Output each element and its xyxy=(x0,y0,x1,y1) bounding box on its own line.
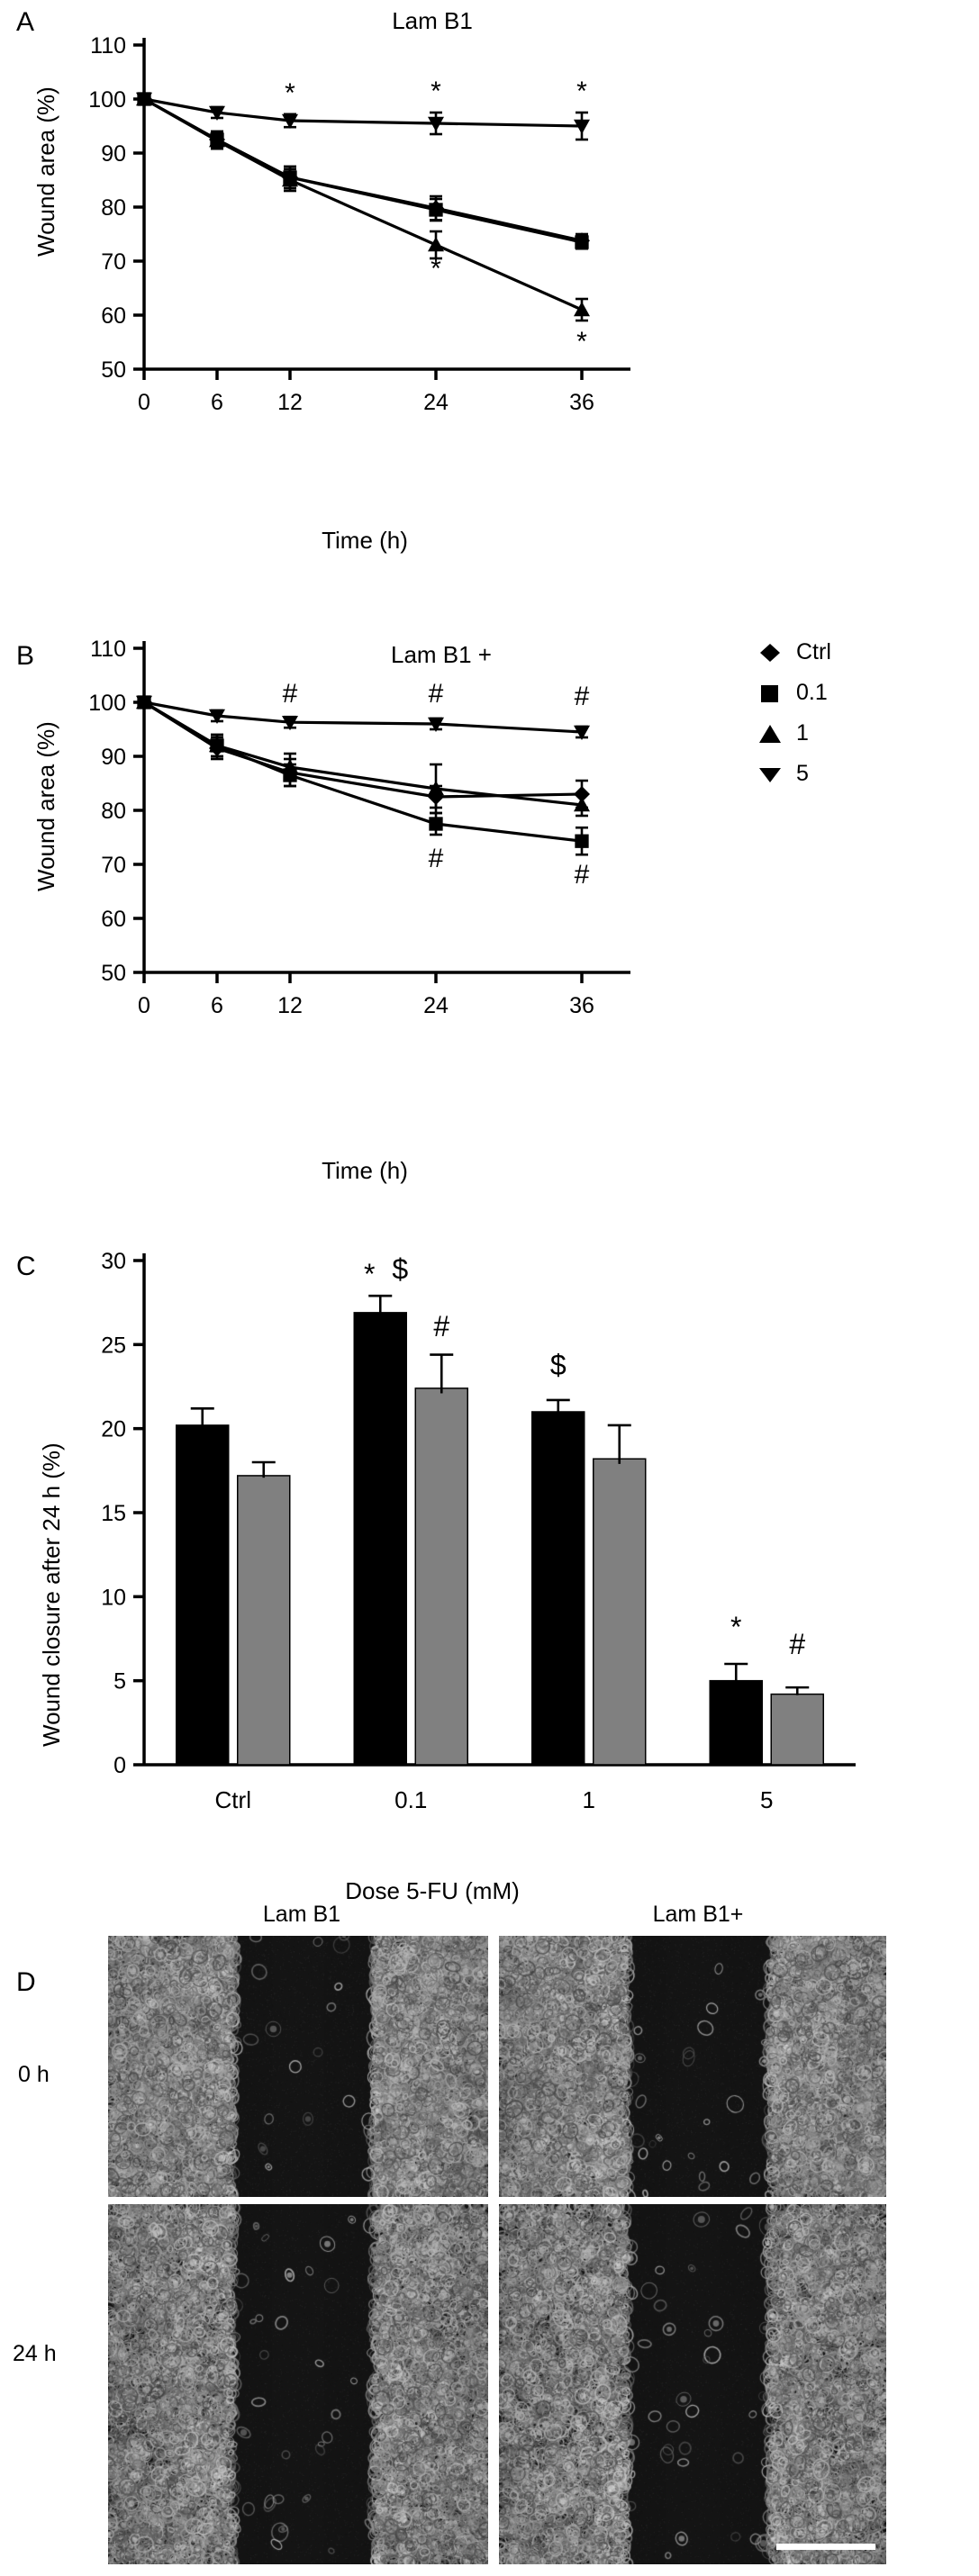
svg-text:100: 100 xyxy=(88,87,126,113)
svg-text:100: 100 xyxy=(88,691,126,716)
svg-text:#: # xyxy=(789,1627,806,1660)
svg-text:20: 20 xyxy=(101,1416,126,1442)
triangle-up-icon xyxy=(757,722,784,746)
panel-d-col-title-1: Lam B1 xyxy=(262,1902,341,1927)
svg-text:30: 30 xyxy=(101,1249,126,1274)
legend-label: 5 xyxy=(796,761,809,786)
panel-a-ylabel: Wound area (%) xyxy=(32,86,59,257)
legend-item-1 xyxy=(757,720,831,746)
panel-d-row-label-2: 24 h xyxy=(13,2341,57,2366)
svg-text:0: 0 xyxy=(138,993,150,1018)
panel-a-plot xyxy=(0,9,979,531)
panel-c-xlabel: Dose 5-FU (mM) xyxy=(345,1877,520,1904)
svg-text:60: 60 xyxy=(101,907,126,932)
svg-text:15: 15 xyxy=(101,1501,126,1526)
svg-text:90: 90 xyxy=(101,745,126,770)
svg-text:#: # xyxy=(282,679,298,709)
svg-text:*: * xyxy=(431,254,441,284)
panel-a-title: Lam B1 xyxy=(392,7,473,34)
square-icon xyxy=(757,682,784,705)
panel-c-plot xyxy=(0,1225,979,1909)
micrograph-lamb1plus-0h xyxy=(499,1936,886,2197)
legend-item-01 xyxy=(757,680,831,706)
svg-text:*: * xyxy=(576,77,587,107)
panel-b-title: Lam B1 + xyxy=(390,641,492,668)
panel-c-letter: C xyxy=(16,1252,36,1281)
panel-a-xlabel: Time (h) xyxy=(322,527,408,554)
svg-text:36: 36 xyxy=(569,993,594,1018)
svg-text:1: 1 xyxy=(582,1786,595,1813)
panel-b xyxy=(0,594,979,1184)
micrograph-lamb1-0h xyxy=(108,1936,488,2197)
svg-text:80: 80 xyxy=(101,195,126,221)
panel-b-xlabel: Time (h) xyxy=(322,1157,408,1184)
svg-text:*: * xyxy=(431,77,441,107)
svg-text:Ctrl: Ctrl xyxy=(214,1786,251,1813)
svg-text:10: 10 xyxy=(101,1585,126,1611)
panel-b-letter: B xyxy=(16,641,35,671)
svg-text:*: * xyxy=(730,1611,742,1644)
triangle-down-icon xyxy=(757,763,784,786)
svg-text:0.1: 0.1 xyxy=(394,1786,428,1813)
legend-label: 0.1 xyxy=(796,680,828,705)
svg-text:*: * xyxy=(285,78,295,108)
diamond-icon xyxy=(757,641,784,664)
svg-text:#: # xyxy=(433,1310,450,1342)
panel-d-row-label-1: 0 h xyxy=(18,2062,50,2087)
panel-a xyxy=(0,0,979,576)
legend-label: 1 xyxy=(796,720,809,746)
legend-item-5 xyxy=(757,761,831,787)
panel-b-plot xyxy=(0,612,979,1170)
micrograph-lamb1plus-24h xyxy=(499,2204,886,2564)
svg-text:5: 5 xyxy=(760,1786,774,1813)
svg-text:36: 36 xyxy=(569,390,594,415)
svg-text:110: 110 xyxy=(90,637,126,662)
svg-text:0: 0 xyxy=(113,1753,126,1778)
svg-text:#: # xyxy=(574,682,590,711)
svg-text:25: 25 xyxy=(101,1333,126,1359)
svg-text:24: 24 xyxy=(423,993,449,1018)
svg-text:70: 70 xyxy=(101,249,126,275)
svg-text:#: # xyxy=(428,844,444,873)
svg-text:6: 6 xyxy=(211,390,223,415)
svg-text:#: # xyxy=(574,860,590,890)
svg-text:70: 70 xyxy=(101,853,126,878)
svg-text:110: 110 xyxy=(90,33,126,59)
svg-text:5: 5 xyxy=(113,1668,126,1695)
micrograph-lamb1-24h xyxy=(108,2204,488,2564)
svg-text:0: 0 xyxy=(138,390,150,415)
panel-b-legend xyxy=(757,639,831,801)
svg-text:$: $ xyxy=(392,1252,409,1286)
svg-text:12: 12 xyxy=(277,390,303,415)
legend-label: Ctrl xyxy=(796,639,831,664)
svg-text:*: * xyxy=(576,327,587,357)
panel-d xyxy=(0,1882,979,2576)
svg-text:$: $ xyxy=(549,1348,567,1381)
panel-a-letter: A xyxy=(16,7,35,37)
svg-text:*: * xyxy=(364,1258,376,1291)
svg-text:90: 90 xyxy=(101,141,126,167)
panel-d-letter: D xyxy=(16,1967,36,1997)
svg-text:50: 50 xyxy=(101,961,126,986)
svg-text:12: 12 xyxy=(277,993,303,1018)
panel-c xyxy=(0,1189,979,1909)
panel-b-ylabel: Wound area (%) xyxy=(32,721,59,891)
svg-text:24: 24 xyxy=(423,390,449,415)
svg-text:#: # xyxy=(428,679,444,709)
svg-text:50: 50 xyxy=(101,357,126,383)
svg-text:60: 60 xyxy=(101,303,126,329)
panel-c-ylabel: Wound closure after 24 h (%) xyxy=(38,1442,65,1747)
legend-item-ctrl xyxy=(757,639,831,665)
svg-text:6: 6 xyxy=(211,993,223,1018)
panel-d-col-title-2: Lam B1+ xyxy=(652,1902,744,1927)
scale-bar xyxy=(776,2544,875,2550)
svg-text:80: 80 xyxy=(101,799,126,824)
